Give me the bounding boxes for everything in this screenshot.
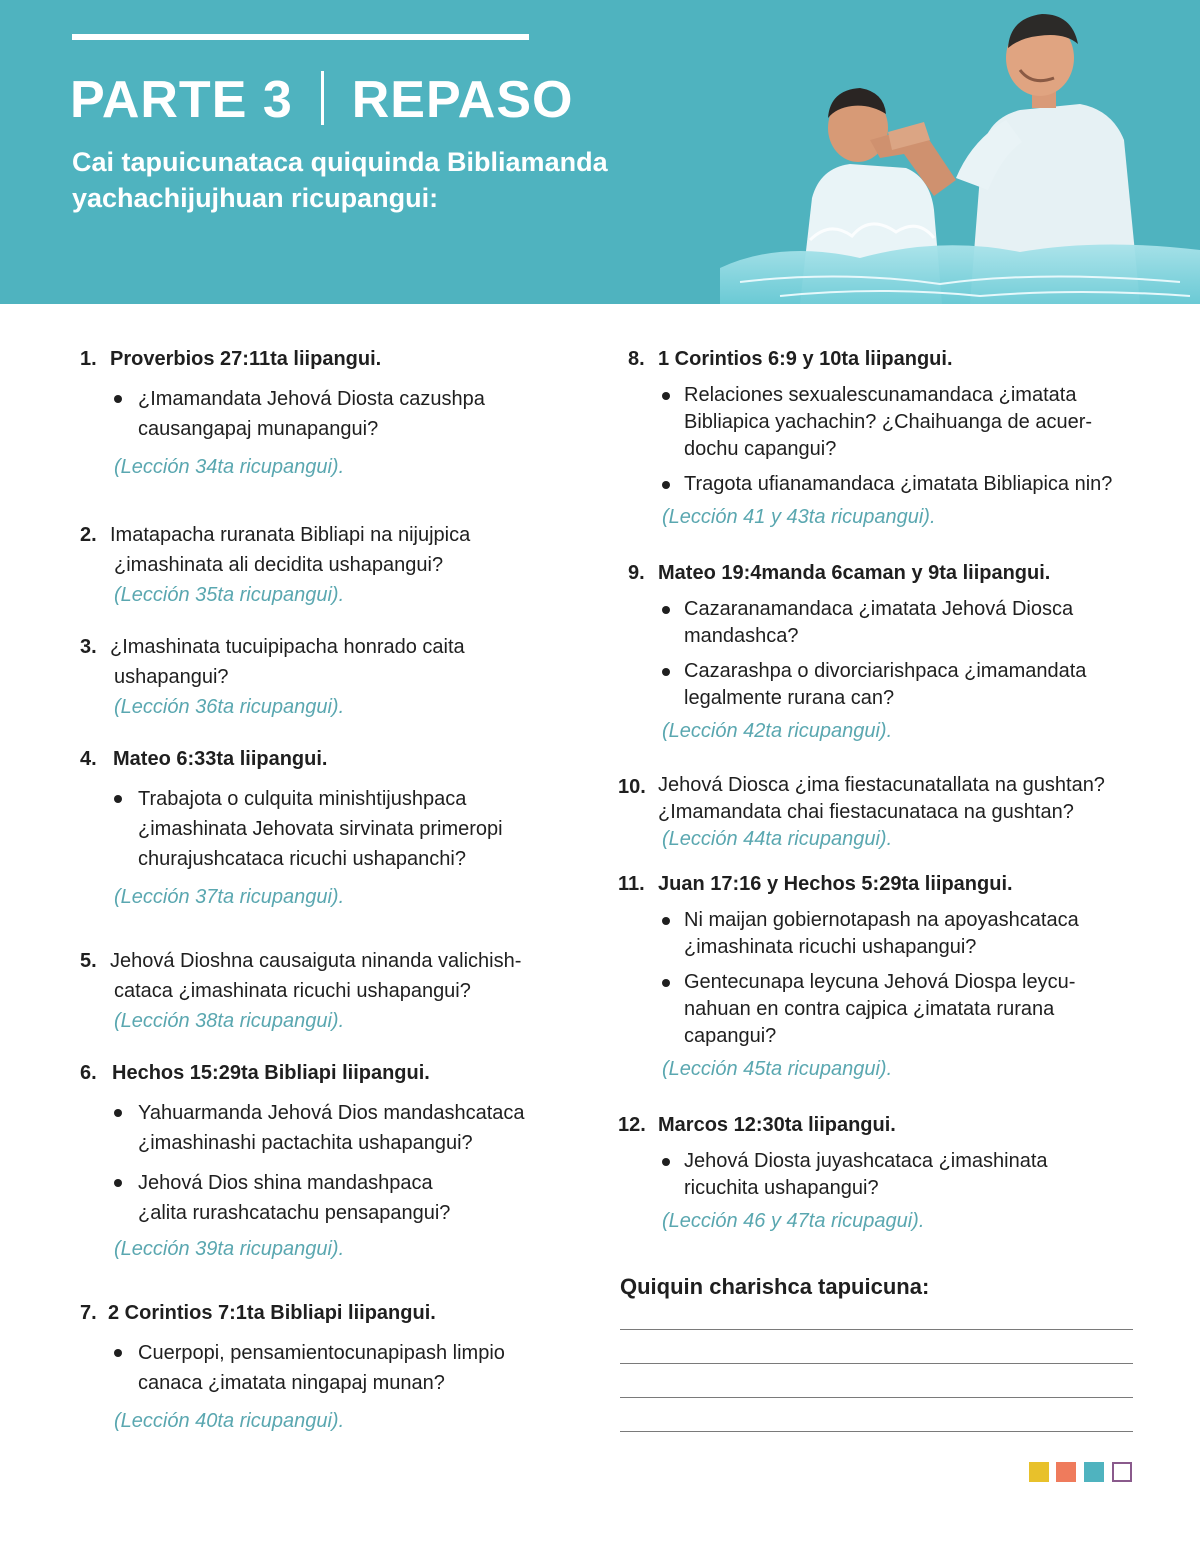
question-text: cataca ¿imashinata ricuchi ushapangui?	[114, 980, 471, 1002]
question-number: 8.	[628, 348, 645, 370]
yellow-square-icon	[1029, 1462, 1049, 1482]
list-item	[618, 969, 1138, 1050]
bullet-line: ¿Imamandata Jehová Diosta cazushpa	[138, 388, 485, 410]
bullet-line: ricuchita ushapangui?	[684, 1177, 879, 1199]
bullet-list	[80, 1338, 560, 1398]
question-number: 7.	[80, 1302, 97, 1324]
bullet-line: Cazaranamandaca ¿imatata Jehová Diosca	[684, 598, 1074, 620]
teal-square-icon	[1084, 1462, 1104, 1482]
question-text: Jehová Diosca ¿ima fiestacunatallata na gushtan?	[658, 774, 1105, 796]
question-11	[618, 869, 1138, 1084]
bullet-line: Jehová Dios shina mandashpaca	[138, 1172, 433, 1194]
bullet-line: Jehová Diosta juyashcataca ¿imashinata	[684, 1150, 1048, 1172]
lesson-reference: (Lección 38ta ricupangui).	[114, 1010, 345, 1032]
note-line[interactable]	[620, 1431, 1133, 1432]
bullet-icon	[662, 917, 670, 925]
question-number: 4.	[80, 748, 97, 770]
bullet-icon	[662, 1158, 670, 1166]
question-text: 2 Corintios 7:1ta Bibliapi liipangui.	[108, 1302, 436, 1324]
list-item	[618, 382, 1138, 463]
baptism-illustration	[720, 0, 1200, 304]
question-8	[618, 344, 1138, 532]
question-number: 5.	[80, 950, 97, 972]
header-rule	[72, 34, 529, 40]
list-item	[618, 1148, 1138, 1202]
question-number: 10.	[618, 776, 646, 798]
bullet-list	[618, 907, 1138, 1050]
bullet-line: Cuerpopi, pensamientocunapipash limpio	[138, 1342, 505, 1364]
list-item	[618, 658, 1138, 712]
bullet-line: ¿imashinashi pactachita ushapangui?	[138, 1132, 473, 1154]
question-2	[80, 520, 560, 610]
list-item	[80, 1168, 560, 1228]
bullet-icon	[114, 1349, 122, 1357]
bullet-line: ¿imashinata Jehovata sirvinata primeropi	[138, 818, 503, 840]
question-10	[618, 772, 1138, 853]
bullet-line: ¿imashinata ricuchi ushapangui?	[684, 936, 977, 958]
title-section: REPASO	[351, 71, 574, 129]
lesson-reference: (Lección 39ta ricupangui).	[114, 1238, 345, 1260]
question-text: Jehová Dioshna causaiguta ninanda valichish-	[110, 950, 522, 972]
bullet-icon	[662, 481, 670, 489]
list-item	[618, 907, 1138, 961]
question-text: ¿imashinata ali decidita ushapangui?	[114, 554, 444, 576]
question-text: Mateo 6:33ta liipangui.	[113, 748, 328, 770]
question-text: 1 Corintios 6:9 y 10ta liipangui.	[658, 348, 953, 370]
question-4	[80, 744, 560, 912]
lesson-reference: (Lección 35ta ricupangui).	[114, 584, 345, 606]
notes-title: Quiquin charishca tapuicuna:	[620, 1274, 930, 1299]
orange-square-icon	[1056, 1462, 1076, 1482]
lesson-reference: (Lección 45ta ricupangui).	[662, 1058, 893, 1080]
question-number: 3.	[80, 636, 97, 658]
bullet-icon	[662, 668, 670, 676]
bullet-icon	[114, 1109, 122, 1117]
bullet-icon	[662, 392, 670, 400]
question-text: Hechos 15:29ta Bibliapi liipangui.	[112, 1062, 430, 1084]
question-3	[80, 632, 560, 722]
list-item	[80, 1098, 560, 1158]
question-number: 6.	[80, 1062, 97, 1084]
lesson-reference: (Lección 41 y 43ta ricupangui).	[662, 506, 936, 528]
bullet-line: Trabajota o culquita minishtijushpaca	[138, 788, 467, 810]
question-number: 11.	[618, 873, 645, 895]
list-item	[80, 1338, 560, 1398]
questions-left-column	[80, 344, 560, 1436]
bullet-line: Cazarashpa o divorciarishpaca ¿imamandata	[684, 660, 1087, 682]
lesson-reference: (Lección 40ta ricupangui).	[114, 1410, 345, 1432]
lesson-reference: (Lección 44ta ricupangui).	[662, 828, 893, 850]
bullet-list	[618, 596, 1138, 712]
question-12	[618, 1110, 1138, 1236]
question-number: 9.	[628, 562, 645, 584]
question-text: ushapangui?	[114, 666, 229, 688]
lesson-reference: (Lección 37ta ricupangui).	[114, 886, 345, 908]
page-subtitle: Cai tapuicunataca quiquinda Bibliamanda yachachijujhuan ricupangui:	[72, 147, 608, 213]
bullet-line: legalmente rurana can?	[684, 687, 895, 709]
question-text: Juan 17:16 y Hechos 5:29ta liipangui.	[658, 873, 1013, 895]
title-part: PARTE 3	[70, 71, 293, 129]
title-separator	[321, 71, 324, 125]
bullet-line: Tragota ufianamandaca ¿imatata Bibliapica nin?	[684, 473, 1113, 495]
question-text: ¿Imashinata tucuipipacha honrado caita	[110, 636, 465, 658]
note-line[interactable]	[620, 1329, 1133, 1330]
note-line[interactable]	[620, 1363, 1133, 1364]
lesson-reference: (Lección 42ta ricupangui).	[662, 720, 893, 742]
question-number: 2.	[80, 524, 97, 546]
bullet-line: Yahuarmanda Jehová Dios mandashcataca	[138, 1102, 525, 1124]
bullet-icon	[114, 1179, 122, 1187]
bullet-line: Bibliapica yachachin? ¿Chaihuanga de acuer-	[684, 411, 1093, 433]
bullet-line: nahuan en contra cajpica ¿imatata rurana	[684, 998, 1055, 1020]
bullet-list	[80, 1098, 560, 1228]
lesson-reference: (Lección 34ta ricupangui).	[114, 456, 345, 478]
bullet-icon	[114, 795, 122, 803]
question-text: ¿Imamandata chai fiestacunataca na gushtan?	[658, 801, 1074, 823]
bullet-list	[80, 784, 560, 874]
questions-right-column	[618, 344, 1138, 1236]
list-item	[80, 784, 560, 874]
bullet-icon	[662, 979, 670, 987]
bullet-list	[618, 382, 1138, 498]
question-9	[618, 558, 1138, 746]
bullet-list	[80, 384, 560, 444]
note-line[interactable]	[620, 1397, 1133, 1398]
question-5	[80, 946, 560, 1036]
list-item	[618, 596, 1138, 650]
lesson-reference: (Lección 46 y 47ta ricupagui).	[662, 1210, 925, 1232]
bullet-line: dochu capangui?	[684, 438, 837, 460]
question-text: Imatapacha ruranata Bibliapi na nijujpica	[110, 524, 471, 546]
list-item	[80, 384, 560, 444]
bullet-line: mandashca?	[684, 625, 799, 647]
bullet-line: churajushcataca ricuchi ushapanchi?	[138, 848, 466, 870]
question-7	[80, 1298, 560, 1436]
bullet-line: Relaciones sexualescunamandaca ¿imatata	[684, 384, 1077, 406]
purple-outline-square-icon	[1112, 1462, 1132, 1482]
bullet-icon	[114, 395, 122, 403]
bullet-line: ¿alita rurashcatachu pensapangui?	[138, 1202, 451, 1224]
bullet-line: causangapaj munapangui?	[138, 418, 379, 440]
question-number: 1.	[80, 348, 97, 370]
question-1	[80, 344, 560, 482]
question-number: 12.	[618, 1114, 646, 1136]
lesson-reference: (Lección 36ta ricupangui).	[114, 696, 345, 718]
header-banner	[0, 0, 1200, 304]
bullet-line: Ni maijan gobiernotapash na apoyashcataca	[684, 909, 1079, 931]
bullet-icon	[662, 606, 670, 614]
bullet-line: Gentecunapa leycuna Jehová Diospa leycu-	[684, 971, 1076, 993]
bullet-list	[618, 1148, 1138, 1202]
question-6	[80, 1058, 560, 1264]
bullet-line: canaca ¿imatata ningapaj munan?	[138, 1372, 445, 1394]
bullet-line: capangui?	[684, 1025, 777, 1047]
question-text: Proverbios 27:11ta liipangui.	[110, 348, 382, 370]
question-text: Mateo 19:4manda 6caman y 9ta liipangui.	[658, 562, 1051, 584]
page-title	[70, 68, 574, 132]
question-text: Marcos 12:30ta liipangui.	[658, 1114, 896, 1136]
list-item	[618, 471, 1138, 498]
